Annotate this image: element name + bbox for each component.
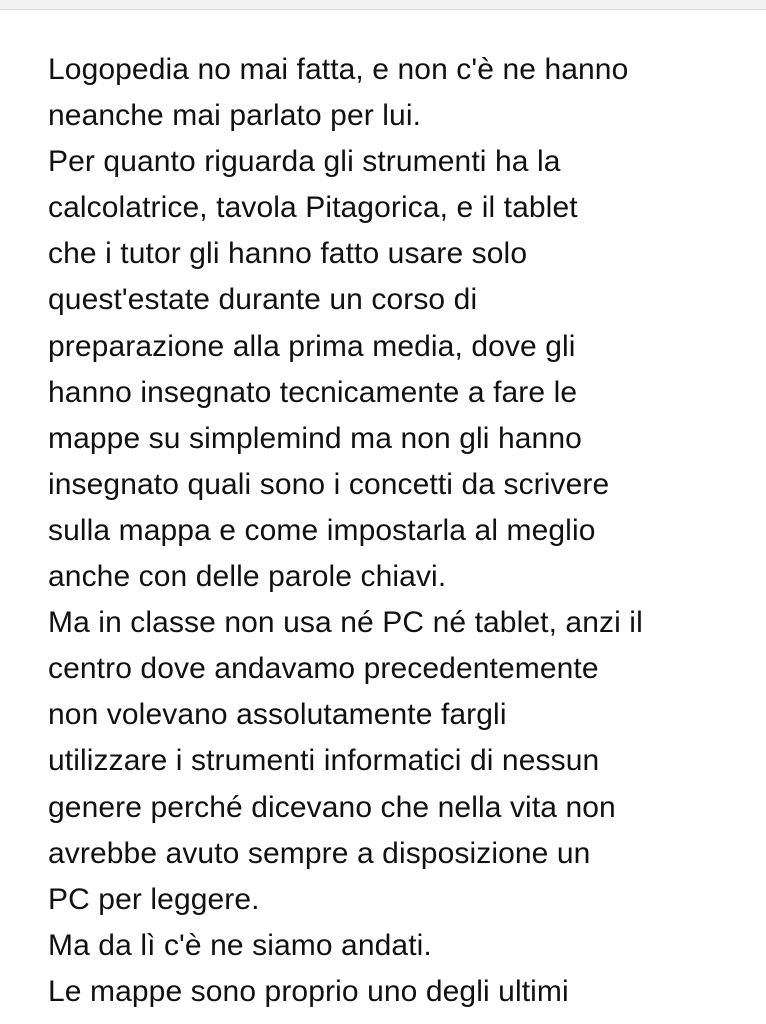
message-line: sulla mappa e come impostarla al meglio	[48, 513, 596, 547]
message-line: insegnato quali sono i concetti da scrivere	[48, 467, 610, 501]
message-line: hanno insegnato tecnicamente a fare le	[48, 375, 578, 409]
message-line: Ma in classe non usa né PC né tablet, anzi il	[48, 606, 643, 640]
message-line: Ma da lì c'è ne siamo andati.	[48, 928, 432, 962]
message-line: Per quanto riguarda gli strumenti ha la	[48, 145, 561, 179]
message-line: genere perché dicevano che nella vita non	[48, 790, 616, 824]
message-line: centro dove andavamo precedentemente	[48, 652, 599, 686]
message-line: preparazione alla prima media, dove gli	[48, 329, 576, 363]
message-line: quest'estate durante un corso di	[48, 283, 478, 317]
message-line: avrebbe avuto sempre a disposizione un	[48, 836, 591, 870]
message-line: calcolatrice, tavola Pitagorica, e il tablet	[48, 191, 578, 225]
message-text	[48, 47, 758, 1015]
message-line: Le mappe sono proprio uno degli ultimi	[48, 974, 569, 1008]
top-bar	[0, 0, 766, 10]
message-line: non volevano assolutamente fargli	[48, 698, 507, 732]
message-line: Logopedia no mai fatta, e non c'è ne hanno	[48, 53, 629, 86]
message-line: utilizzare i strumenti informatici di nessun	[48, 744, 600, 778]
message-line: mappe su simplemind ma non gli hanno	[48, 421, 582, 455]
message-line: che i tutor gli hanno fatto usare solo	[48, 237, 528, 271]
message-line: anche con delle parole chiavi.	[48, 560, 447, 594]
message-line: neanche mai parlato per lui.	[48, 99, 422, 133]
message-line: PC per leggere.	[48, 882, 260, 916]
